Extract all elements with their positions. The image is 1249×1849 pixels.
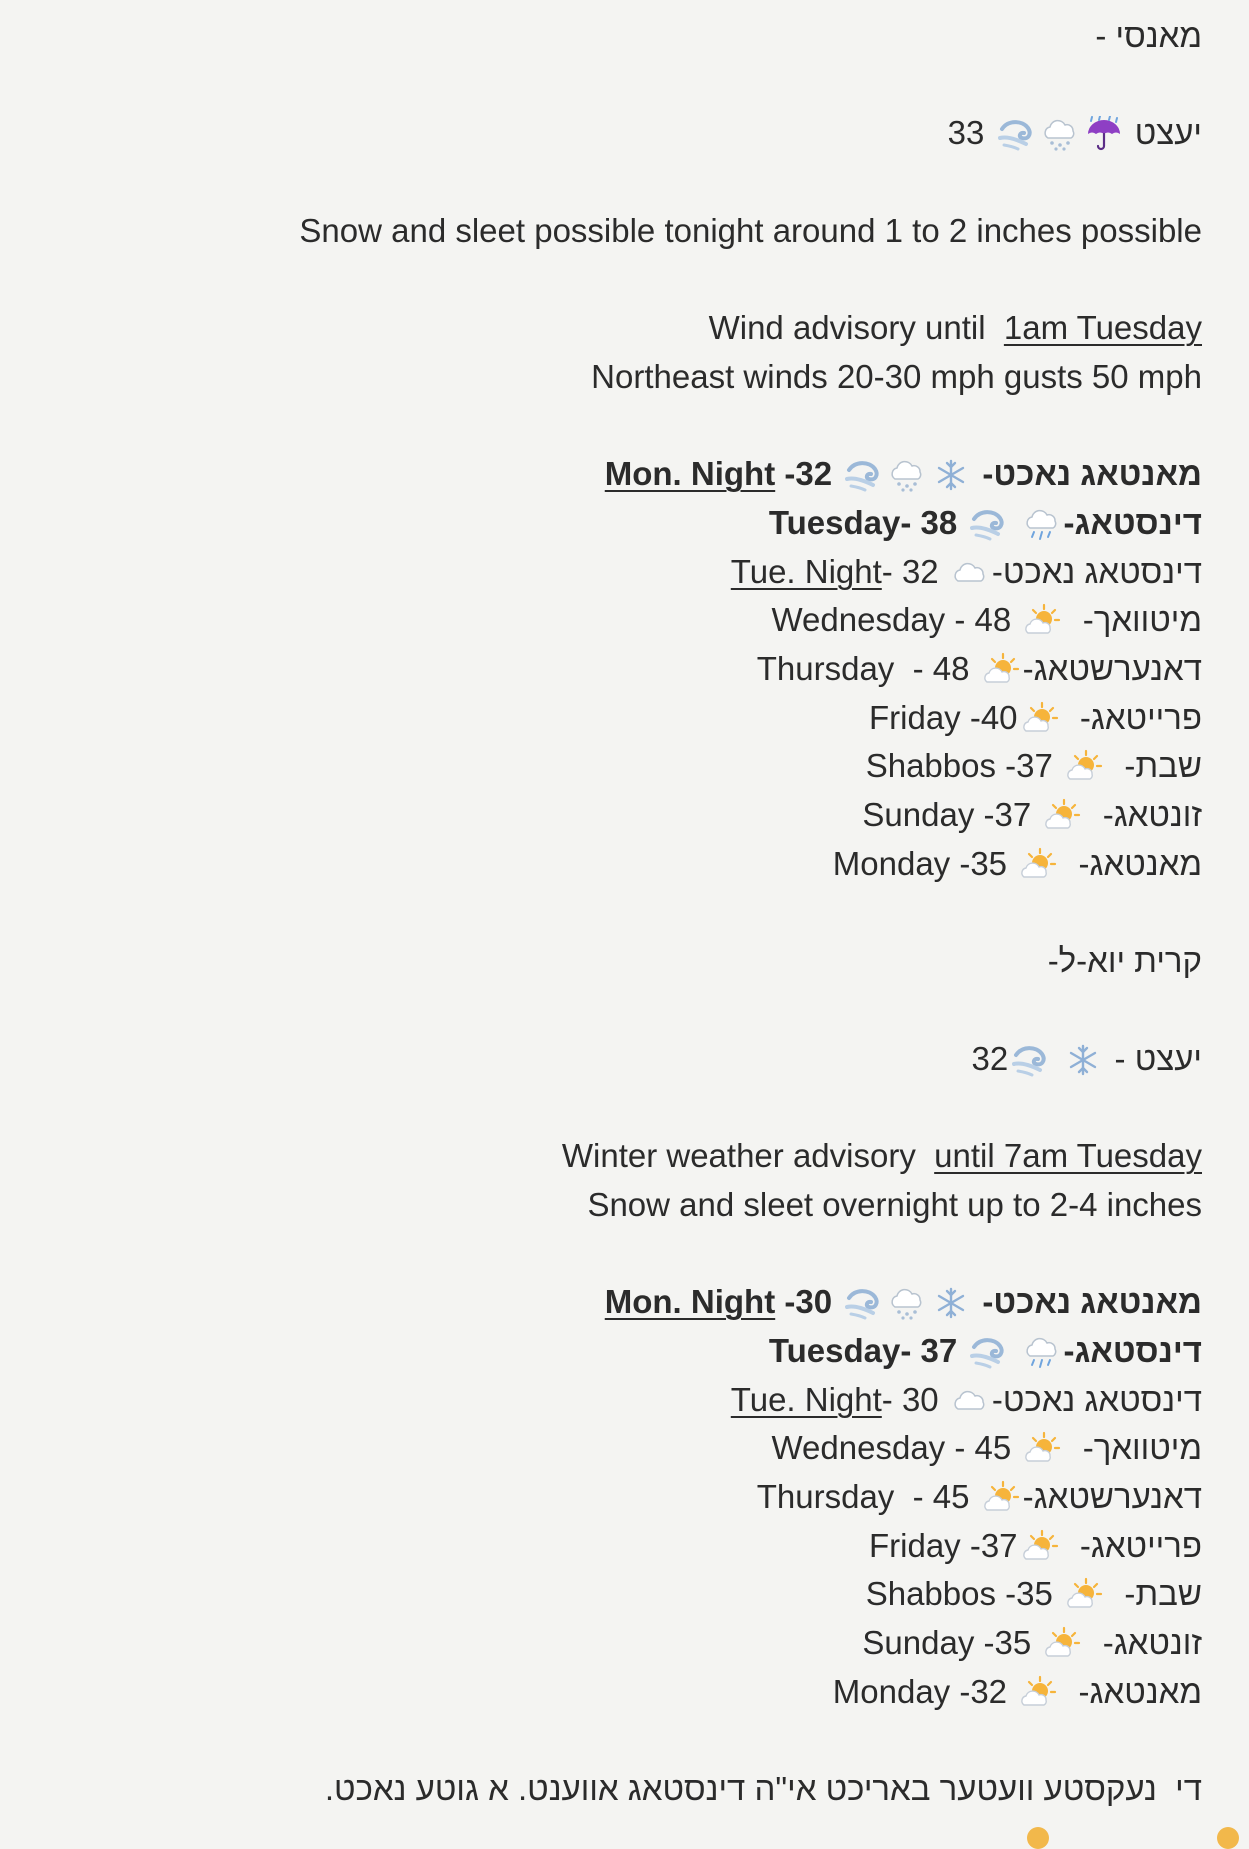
shabbos-he: שבת- [1124,1575,1202,1613]
sunday-he: זונטאג- [1102,1624,1202,1662]
mon-night-link[interactable]: Mon. Night [604,1283,776,1321]
advisory-date-link[interactable]: 1am Tuesday [1003,309,1202,347]
thursday-text: Thursday - 48 [756,650,979,688]
forecast-wednesday [80,596,1202,645]
sun-behind-cloud-icon [1042,1626,1082,1662]
current-temp: 32 [971,1039,1009,1077]
snowflake-icon [931,1285,971,1321]
sun-behind-cloud-icon [1042,798,1082,834]
region-header: מאנסי - [1095,17,1202,54]
forecast-sunday [80,791,1202,840]
forecast-mon-night [80,450,1202,499]
sun-behind-cloud-icon [1064,1577,1104,1613]
cloud-icon [950,555,990,591]
wind-icon [1010,1042,1050,1078]
wind-icon [968,506,1008,542]
footer-text: די נעקסטע וועטער באריכט אי"ה דינסטאג אווענט. א גוטע נאכט. [324,1770,1202,1808]
mon-night-temp: -30 [775,1283,842,1321]
monday-text: Monday -32 [832,1672,1017,1710]
wednesday-text: Wednesday - 45 [771,1429,1021,1467]
sun-icon-peek [1027,1827,1049,1849]
tuesday-he: דינסטאג- [1063,503,1202,541]
tuesday-text: Tuesday- 38 [768,503,967,541]
sun-behind-cloud-icon [1018,1675,1058,1711]
spacer [80,255,1202,304]
spacer [80,1083,1202,1132]
advisory-line [80,304,1202,353]
forecast-friday [80,694,1202,743]
snow-text: Snow and sleet possible tonight around 1 to 2 inches possible [299,211,1202,249]
wednesday-text: Wednesday - 48 [771,601,1021,639]
monday-he: מאנטאג- [1078,1672,1202,1710]
sun-behind-cloud-icon [981,1480,1021,1516]
tue-night-temp: - 32 [881,552,948,590]
wind-icon [996,116,1036,152]
forecast-shabbos [80,1570,1202,1619]
spacer [80,402,1202,451]
advisory-text: Wind advisory until [708,309,1004,347]
wind-icon [843,1285,883,1321]
friday-he: פרייטאג- [1079,1526,1202,1564]
mon-night-temp: -32 [775,455,842,493]
winds-text: Northeast winds 20-30 mph gusts 50 mph [591,357,1202,395]
monday-text: Monday -35 [832,844,1017,882]
tue-night-he: דינסטאג נאכט- [991,552,1202,590]
tue-night-temp: - 30 [881,1380,948,1418]
now-label: יעצט [1134,114,1202,152]
wednesday-he: מיטוואך- [1082,601,1202,639]
sun-behind-cloud-icon [1064,749,1104,785]
friday-he: פרייטאג- [1079,698,1202,736]
shabbos-he: שבת- [1124,747,1202,785]
forecast-friday [80,1522,1202,1571]
wednesday-he: מיטוואך- [1082,1429,1202,1467]
spacer [80,1716,1202,1765]
sun-behind-cloud-icon [981,652,1021,688]
spacer [80,986,1202,1035]
sun-behind-cloud-icon [1018,847,1058,883]
tue-night-he: דינסטאג נאכט- [991,1380,1202,1418]
tue-night-link[interactable]: Tue. Night [730,1380,882,1418]
sunday-he: זונטאג- [1102,796,1202,834]
sunday-text: Sunday -37 [862,796,1041,834]
spacer [80,61,1202,110]
advisory-date-link[interactable]: until 7am Tuesday [934,1137,1202,1175]
forecast-shabbos [80,742,1202,791]
cloud-icon [950,1383,990,1419]
current-temp: 33 [947,114,985,152]
snow-cloud-icon [887,457,927,493]
advisory-text: Winter weather advisory [561,1137,935,1175]
umbrella-rain-icon [1084,116,1124,152]
sun-icon-peek [1217,1827,1239,1849]
monday-he: מאנטאג- [1078,844,1202,882]
forecast-monday [80,840,1202,889]
tue-night-link[interactable]: Tue. Night [730,552,882,590]
tuesday-he: דינסטאג- [1063,1331,1202,1369]
rain-cloud-icon [1022,1334,1062,1370]
forecast-wednesday [80,1424,1202,1473]
thursday-text: Thursday - 45 [756,1477,979,1515]
snow-cloud-icon [887,1285,927,1321]
forecast-mon-night [80,1278,1202,1327]
rain-cloud-icon [1022,506,1062,542]
mon-night-link[interactable]: Mon. Night [604,455,776,493]
forecast-tuesday [80,1327,1202,1376]
tuesday-text: Tuesday- 37 [768,1331,967,1369]
forecast-tue-night [80,1376,1202,1425]
current-conditions-line [80,1035,1202,1084]
now-label: יעצט - [1114,1039,1202,1077]
friday-text: Friday -37 [868,1526,1018,1564]
snowflake-icon [931,457,971,493]
spacer [80,158,1202,207]
friday-text: Friday -40 [868,698,1018,736]
forecast-thursday [80,1473,1202,1522]
sun-behind-cloud-icon [1020,701,1060,737]
thursday-he: דאנערשטאג- [1022,650,1202,688]
forecast-tue-night [80,548,1202,597]
sun-behind-cloud-icon [1022,1431,1062,1467]
current-conditions-line [80,109,1202,158]
shabbos-text: Shabbos -37 [865,747,1063,785]
sunday-text: Sunday -35 [862,1624,1041,1662]
sun-behind-cloud-icon [1020,1529,1060,1565]
snow-cloud-icon [1040,116,1080,152]
forecast-sunday [80,1619,1202,1668]
snow-text: Snow and sleet overnight up to 2-4 inches [587,1185,1202,1223]
snowflake-icon [1063,1042,1103,1078]
thursday-he: דאנערשטאג- [1022,1477,1202,1515]
mon-night-he: מאנטאג נאכט- [982,1283,1202,1321]
spacer [80,1229,1202,1278]
sun-behind-cloud-icon [1022,603,1062,639]
forecast-thursday [80,645,1202,694]
advisory-line [80,1132,1202,1181]
spacer [80,889,1202,938]
region-header: קרית יוא-ל- [1047,942,1202,980]
wind-icon [968,1334,1008,1370]
forecast-tuesday [80,499,1202,548]
mon-night-he: מאנטאג נאכט- [982,455,1202,493]
wind-icon [843,457,883,493]
shabbos-text: Shabbos -35 [865,1575,1063,1613]
forecast-monday [80,1668,1202,1717]
